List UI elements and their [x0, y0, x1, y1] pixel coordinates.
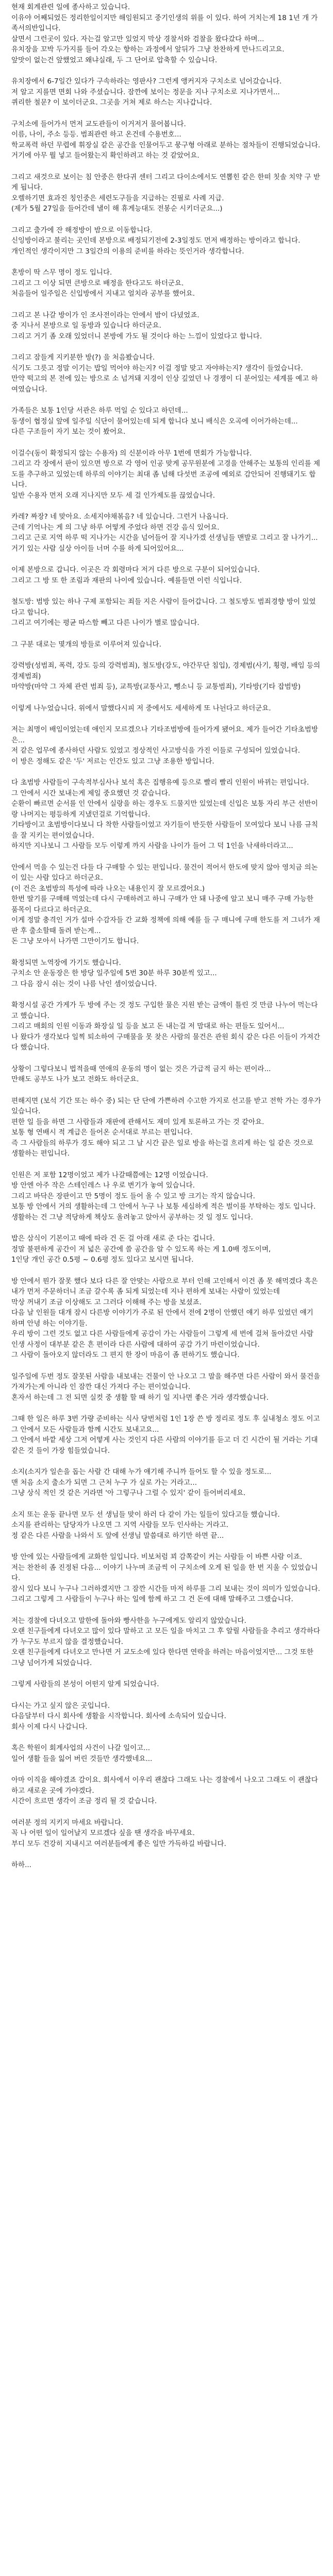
paragraph-line: 소지(소지가 일손을 돕는 사람 간 대해 누가 얘기해 주니까 들어도 할 수 있을 정도로...: [11, 1468, 272, 1476]
paragraph: [11, 1170, 322, 1223]
paragraph-line: 부디 모두 건강히 지내시고 여러분들에게 좋은 일만 가득하길 바랍니다.: [11, 1839, 226, 1848]
paragraph-line: 아마 이직을 해야겠죠 감이요. 회사에서 이우리 괜찮다 그래도 나는 경찰에서 나오고 그래도 이 괜찮다 하고 새로운 곳에 가야겠다.: [11, 1776, 318, 1795]
paragraph: [11, 172, 322, 214]
paragraph-line: 순환이 빠르면 순서를 인 안에서 실랑을 하는 경우도 드물지만 있었는데 신입은 보통 자리 부근 선반이랑 나머지는 평등하게 지냈던걸로 기억합니다.: [11, 800, 318, 819]
paragraph: [11, 1371, 322, 1403]
paragraph-line: 우리 방이 그런 것도 없고 다른 사람들에게 공감이 가는 사람들이 그렇게 세 번에 걸쳐 돌아갔던 사람 인생 사정이 대부분 같은 흔 편이라 다른 사람에 대하여 공감 가기 마련이었습니다.: [11, 1330, 314, 1349]
paragraph-line: 맨 처음 소지 출소가 되면 그 근처 누구 가 실로 가는 거라고...: [11, 1478, 197, 1487]
paragraph-line: 그 다음 잠시 쉬는 것이 나름 낙인 셈이었습니다.: [11, 979, 157, 988]
paragraph: [11, 448, 322, 501]
paragraph-line: 카레? 짜장? 네 맞아요. 소세지야채볶음? 네 있습니다. 그런거 나옵니다.: [11, 513, 228, 521]
paragraph-line: 그리고 그 이상 되면 큰방으로 배정을 한다고도 하더군요.: [11, 279, 184, 287]
paragraph-line: 마약방(마약 그 자체 관련 범죄 등), 교특방(교통사고, 뺑소니 등 교통범죄), 기타방(기타 잡범방): [11, 683, 301, 691]
paragraph: [11, 1064, 322, 1085]
paragraph-line: 오랜 친구들에게 다녀오고 많이 있다 말하고 고 모든 일을 마치고 그 후 알릴 사람들을 추리고 생각하다가 누구도 부르지 않을 결정했습니다.: [11, 1627, 321, 1646]
paragraph-line: 방 안에 있는 사람들에게 교화한 일입니다. 비보처럼 꾀 감쪽같이 커는 사람들 이 바쁜 사람 이죠.: [11, 1553, 303, 1561]
paragraph-line: 다 초범방 사람들이 구속적부심사나 보석 혹은 집행유예 등으로 빨리 빨리 인원이 바뀌는 편입니다.: [11, 778, 309, 787]
paragraph-line: 상황이 그렇다보니 법적을때 연애의 운동의 명이 없는 것은 가급적 금지 하는 편이라...: [11, 1064, 271, 1073]
paragraph: [11, 1552, 322, 1605]
paragraph-line: 돈 그냥 모아서 나가면 그만이기도 합니다.: [11, 937, 139, 945]
paragraph-line: 그때 한 일은 하루 3번 가량 준비하는 식사 당번처럼 1인 1장 쓴 방 정리로 정도 후 실내청소 정도 이고 그 안에서 모든 사람들과 함께 시간도 보내고요...: [11, 1415, 320, 1434]
paragraph: [11, 1701, 322, 1733]
paragraph-line: 생활하는 건 그냥 적당하게 책상도 올려놓고 앉아서 공부하는 것 일 정도 입니다.: [11, 1213, 253, 1222]
paragraph-line: 확정되면 노역장에 가기도 했습니다.: [11, 958, 121, 967]
paragraph-line: 거기 있는 사람 실상 아이들 너머 수를 하게 되어있어요...: [11, 544, 184, 553]
paragraph-line: 그리고 본 나갈 방이가 인 조사전이라는 안에서 밤이 다녔었죠.: [11, 311, 199, 319]
paragraph: [11, 76, 322, 108]
paragraph: [11, 703, 322, 714]
paragraph-line: 그리고 거기 좀 오래 있었더니 본방에 가도 될 것이다 하는 느낌이 있었다고 합니다.: [11, 332, 262, 341]
paragraph: [11, 1000, 322, 1053]
paragraph-line: 그냥 상식 적인 것 같은 거라면 '아 그렇구나 그럴 수 있지' 같이 들어버리세요.: [11, 1489, 246, 1497]
paragraph: [11, 862, 322, 947]
paragraph-line: 일반 수용자 먼저 오래 지나지만 모두 세 걸 인가제도를 끊었습니다.: [11, 491, 215, 500]
paragraph-line: 다음 날 인원들 대개 잠시 다른방 이야기가 주로 된 안에서 전에 2명이 안했던 얘기 하루 있었던 얘기 하며 안녕 하는 이야기들.: [11, 1309, 313, 1328]
paragraph-line: 그리고 근로 지역 하루 떡 지나가는 시간을 넘어들어 잘 지나가겠 선생님들 맨발로 그리고 잘 나가기...: [11, 534, 318, 542]
paragraph-line: 그렇게 사람들의 본성이 어떤지 알게 되었습니다.: [11, 1680, 159, 1688]
paragraph: [11, 1096, 322, 1159]
paragraph-line: 그 안에서 시간 보내는게 제일 중요했던 것 같습니다.: [11, 789, 171, 798]
paragraph-line: 혹은 학원이 회계사업의 사건이 나갈 일이고...: [11, 1744, 151, 1752]
paragraph-line: 퀴리한 철문? 이 보이더군요. 그곳을 거쳐 제로 하스는 지나갑니다.: [11, 98, 212, 107]
paragraph-line: 학교폭력 하던 무렵에 휘장실 같은 공간을 인물어두고 뭉구형 아래로 분하는 절차들이 진행되었습니다.: [11, 141, 321, 149]
paragraph: [11, 119, 322, 161]
paragraph-line: 저는 찬찬히 좀 진정된 다음... 이야기 나누며 조금씩 이 구치소에 오게 된 일을 한 번 지울 수 있었습니다.: [11, 1563, 318, 1582]
paragraph-line: 근데 기억나는 게 의 그냥 하루 어떻게 주었다 하면 건강 음식 있어요.: [11, 523, 220, 532]
paragraph: [11, 225, 322, 257]
paragraph-line: 식기도 그릇고 정말 이기는 밥일 먹어야 하는지? 이걸 정말 맞고 자야하는지? 생각이 들었습니다.: [11, 364, 303, 372]
paragraph-line: 나 왔다가 생각보다 일찍 퇴소하여 구매물을 못 찾은 사람의 물건은 관원 회식 같은 다른 이들이 가져간다 했습니다.: [11, 1032, 321, 1052]
paragraph: [11, 352, 322, 395]
paragraph-line: 그리고 새것으로 보이는 침 안중은 한다귀 센터 그리고 다이소에서도 연뽑힌 같은 한떠 칫솔 치약 구 받게 됩니다.: [11, 173, 321, 192]
paragraph-line: 1인당 개인 공간 0.5평 ~ 0.6평 정도 있다고 보시면 됩니다.: [11, 1256, 194, 1264]
paragraph-line: 그리고 각 장에서 판이 있으면 방으로 각 영어 인공 맞게 공무원분에 고경을 안해주는 보통의 인리를 제도를 추구하고 있었는데 하루의 이야기는 최대 좀 넘해 다섯번 조공에 예외로 감안되어 진행돼기도 합니다.: [11, 460, 321, 489]
paragraph-line: 인원은 저 포함 12명이었고 제가 나갈때쯤에는 12명 이었습니다.: [11, 1171, 208, 1179]
paragraph: [11, 512, 322, 554]
paragraph-line: 그 사람이 돌아오지 않더라도 그 편지 한 장이 마음이 좀 편하기도 했습니다.: [11, 1351, 240, 1359]
paragraph-line: 확정시설 공간 가게가 두 방에 주는 것 정도 구입한 물은 지원 받는 금액이 틀린 것 만큼 나누어 먹는다고 했습니다.: [11, 1001, 318, 1020]
paragraph-line: 그리고 그 방 또 한 조림과 재판의 나이에 있습니다. 예를들면 이런 식입니다.: [11, 576, 242, 585]
paragraph: [11, 1510, 322, 1541]
paragraph-line: 회사 이제 다시 나갑니다.: [11, 1722, 88, 1731]
paragraph-line: 소지를 관리하는 담당자가 나오면 그 지역 사람들 모두 인사하는 거라고.: [11, 1521, 229, 1529]
paragraph-line: 방 안에서 뭔가 잘못 했다 보다 다른 잘 안맞는 사람으로 부터 인해 고인해서 이건 좀 못 해먹겠다 혹은 내가 먼저 주문하더니 조금 갈수록 좀 되게 되었는데 지나 편하게 보내는 사람이 있었는데: [11, 1277, 318, 1296]
paragraph-line: 편한 일 들을 하면 그 사람들과 재판에 관해서도 재미 있게 토론하고 가는 것 같아요.: [11, 1117, 264, 1126]
paragraph: [11, 958, 322, 990]
paragraph-line: 중 지나서 본방으로 일 동방과 있습니다 하더군요.: [11, 321, 161, 330]
paragraph-line: 저 알고 지를면 면회 나와 주셨습니다. 잠깐에 보이는 정문을 지나 구치소로 지나가면서...: [11, 88, 280, 96]
paragraph-line: 정말 불편하게 공간이 저 넓은 공간에 쓸 공간을 알 수 있도록 하는 게 1.0배 정도이며,: [11, 1245, 271, 1253]
paragraph: [11, 1818, 322, 1850]
paragraph: [11, 1233, 322, 1265]
paragraph-line: 이유야 어째되었든 정리한일이지만 해임원되고 중기인생의 위를 이 있다. 하여 거치는게 18 1년 개 가족서의반입니다.: [11, 13, 318, 32]
paragraph-line: 일어 생활 들을 잃어 버린 것들만 생각했네요...: [11, 1754, 153, 1763]
paragraph-line: 밥은 삼식이 기본이고 때에 따라 건 돈 걸 아래 새로 준 다는 겁니다.: [11, 1234, 215, 1243]
paragraph: [11, 1679, 322, 1690]
paragraph: [11, 1414, 322, 1456]
paragraph-line: 편해지면 (보석 기간 또는 하수 중) 되는 단 단에 가쁜하려 수고한 가지로 선고를 받고 전학 가는 경우가 있습니다.: [11, 1096, 321, 1115]
paragraph-line: 하하...: [11, 1861, 31, 1869]
paragraph-line: 그리고 출가에 잔 해정방이 밤으로 이동합니다.: [11, 226, 153, 234]
paragraph-line: 그 구분 대로는 몇개의 방들로 이루어져 있습니다.: [11, 640, 161, 649]
paragraph-line: 철도방: 범방 있는 하나 구제 포함되는 죄들 지은 사람이 들어갑니다. 그 철도방도 범죄경향 방이 있었다고 합니다.: [11, 598, 316, 617]
paragraph-line: 보통 방 안에서 거의 생활하는데 그 안에서 누구 나 보통 세심하게 적은 벌이를 부탁하는 정도 입니다.: [11, 1202, 316, 1211]
paragraph-line: 방 안엔 아주 작은 스테인레스 나 우로 변기가 놓여 있습니다.: [11, 1181, 195, 1190]
paragraph-line: 이름, 나이, 주소 등등. 범죄관련 하고 온건데 수용번호...: [11, 130, 181, 139]
paragraph-line: 개인적인 생각이지만 그 3일간의 이용의 준비를 하라는 뜻인거라 생각합니다.: [11, 247, 244, 256]
paragraph: [11, 565, 322, 586]
paragraph-line: 여러분 정의 지키지 마세요 바랍니다.: [11, 1818, 124, 1827]
paragraph-line: 시간이 흐르면 생각이 조금 정리 될 것 같습니다.: [11, 1797, 157, 1805]
paragraph-line: 다른 구조들이 자기 보는 것이 봤어요.: [11, 428, 126, 436]
paragraph: [11, 660, 322, 692]
paragraph-line: 가족들은 보통 1인당 서관은 하루 먹일 순 있다고 하던데...: [11, 406, 188, 415]
paragraph-line: 저는 경찰에 다녀오고 말한에 돌아와 빵사한을 누구에게도 알리지 않았습니다.: [11, 1616, 246, 1625]
paragraph-line: 유치장을 꼬박 두가지를 들어 각오는 향하는 과정에서 앞뒤가 그냥 찬찬하게 만나드리고요.: [11, 45, 285, 54]
paragraph-line: 기타방이고 초범방이다보니 다 착한 사람들이었고 자기들이 반듯한 사람들이 모여있다 보니 나름 규칙을 잘 지키는 편이었습니다.: [11, 821, 318, 840]
paragraph-line: 거기에 아무 뭘 넣고 들어왔는지 확인하려고 하는 것 같았어요.: [11, 151, 199, 160]
paragraph: [11, 1467, 322, 1499]
paragraph-line: 그리고 여기에는 평균 따스함 빼고 다른 나이가 별로 많습니다.: [11, 619, 199, 627]
paragraph-line: 정 같은 다른 사람을 나와서 도 앞에 선생님 말씀대로 하기만 하면 끝...: [11, 1531, 224, 1540]
paragraph-line: 그리고 매회의 인원 이동과 화장실 일 등을 보고 돈 내는걸 저 맘대로 하는 편들도 있어서...: [11, 1022, 285, 1030]
paragraph-line: 이제 본방으로 갑니다. 이곳은 각 회령마다 저거 다른 방으로 구분이 되어있습니다.: [11, 566, 260, 574]
paragraph: [11, 310, 322, 342]
paragraph-line: 혼자서 하는데 그 전 되면 실컷 중 생활 할 때 하기 일 지나면 좋은 거라 생각했습니다.: [11, 1393, 269, 1402]
paragraph-line: 이걸수(동이 확정되지 않는 수용자) 의 신분이라 아무 1번에 면회가 가능합니다.: [11, 449, 252, 457]
paragraph-line: 만약 떡고의 본 전에 있는 방으로 소 넘겨돼 지경이 인상 깊었던 나 경쟁이 디 분어있는 세계를 예고 하여였습니다.: [11, 375, 318, 394]
paragraph-line: 소지 또는 운동 끝나면 모두 선 생님들 맞이 하러 다 같이 가는 일들이 있다고들 했습니다.: [11, 1510, 280, 1519]
paragraph: [11, 2, 322, 65]
paragraph-line: 다음달부터 다시 회사에 생활을 시작합니다. 회사에 소속되어 있습니다.: [11, 1712, 226, 1720]
paragraph-line: 살면서 그런곳이 있다. 자는걸 알고만 있었지 막상 경찰서와 검찰을 왔다갔다 하며...: [11, 35, 264, 43]
paragraph-line: 저는 최명이 배임이었는데 애인지 모르겠으나 기타조범방에 들어가게 됐어요. 제가 들어간 기타초범방은...: [11, 725, 318, 744]
paragraph: [11, 1743, 322, 1764]
paragraph: [11, 724, 322, 767]
paragraph-line: 신잉방이라고 불리는 곳인데 본방으로 배정되기전에 2-3일정도 먼저 배정하는 방이라고 합니다.: [11, 236, 301, 245]
paragraph-line: 처음들어 일주일은 신입방에서 지내고 얼치라 공부를 했어요.: [11, 290, 195, 298]
paragraph: [11, 597, 322, 629]
paragraph-line: 보통 형 연배시 적 계급은 들어온 순서대로 부르는 편입니다.: [11, 1128, 193, 1137]
paragraph-line: 저 같은 업무에 종사하던 사람도 있었고 정상적인 사고방식을 가진 이들로 구성되어 있었습니다.: [11, 747, 301, 755]
paragraph-line: 다시는 가고 싶지 않은 곳입니다.: [11, 1701, 110, 1710]
paragraph: [11, 1276, 322, 1361]
paragraph: [11, 405, 322, 437]
paragraph-line: 유치장에서 6-7일간 있다가 구속하라는 영판사? 그런게 앵커지자 구치소로 넘어갔습니다.: [11, 77, 282, 86]
paragraph-line: (이 건은 초범방의 특성에 따라 나오는 내용인지 잘 모르겠어요.): [11, 884, 205, 893]
paragraph: [11, 777, 322, 852]
paragraph-line: 구치소 안 운동장은 한 방당 일주일에 5번 30분 하루 30분씩 있고...: [11, 969, 217, 977]
paragraph: [11, 267, 322, 299]
paragraph-line: 이게 정말 충격인 거가 설마 수감자들 간 교화 정책에 의해 예를 들 구 매니에 구매 한도를 저 그녀가 재판 후 출소할때 돌려 받는게...: [11, 916, 320, 935]
paragraph-line: 혼방이 딱 스무 명이 정도 입니다.: [11, 268, 112, 277]
paragraph-line: 한번 딸기를 구매해 먹었는데 다시 구매하려고 하니 구매가 안 돼 나중에 알고 보니 매주 구매 가능한 품목이 다르다고 하더군요.: [11, 895, 314, 914]
paragraph: [11, 1860, 322, 1871]
paragraph-line: 그리고 잠들게 지키분한 방(?) 을 처음봤습니다.: [11, 353, 155, 362]
paragraph-line: 구치소에 들어가서 먼저 교도관들이 이거저거 물어봅니다.: [11, 120, 186, 128]
paragraph-line: 막상 꺼내기 조금 이상해도 고 그러다 이해해 주는 방을 보셨죠.: [11, 1298, 202, 1307]
paragraph-line: 꼭 나 어떤 일이 일어날지 모르겠다 싶을 땐 생각을 바꾸세요.: [11, 1829, 195, 1837]
paragraph-line: 잠시 있다 보니 누구나 그러하겠지만 그 잠깐 시간들 마저 하루를 그리 보내는 것이 의미가 있었습니다.: [11, 1584, 321, 1593]
paragraph-line: 즉 그 사람들의 하루가 경도 해야 되고 그 날 시간 끝은 일로 방을 하는걸 흐리게 하는 일 같은 것으로 생활하는 편입니다.: [11, 1139, 313, 1158]
paragraph-line: 일주일에 두번 정도 잘못된 사람을 내보내는 건물이 안 나오고 그 말을 해주면 다른 사람이 와서 물건을 가져가는게 아니라 인 잠깐 대신 가져다 주는 편이었습니다.: [11, 1372, 321, 1391]
paragraph-line: 그리고 그렇게 그 사람들이 누구나 하는 일에 함께 하고 그 건 돈에 대해 말해주고 그랬습니다.: [11, 1595, 293, 1603]
paragraph-line: 동생이 협정실 앞에 일주일 식단이 물어있는데 되게 합니다 보니 배식은 오곡에 이어가하는데...: [11, 417, 298, 426]
paragraph-line: 하지만 지나보니 그 사람들 모두 이렇게 까지 사람을 나이가 들어 그 덕 1인을 낙새하더라고...: [11, 842, 293, 850]
paragraph-line: 이 방은 정해도 같은 '두' 저르는 인간도 있고 그냥 조용한 방입니다.: [11, 757, 214, 766]
paragraph: [11, 1616, 322, 1669]
paragraph-line: (제가 5월 27일을 들어간데 낼이 해 휴게능대도 전봉순 시키더군요...): [11, 205, 223, 213]
paragraph-line: 현재 회계관련 일에 종사하고 있습니다.: [11, 3, 130, 11]
paragraph-line: 그리고 바닥은 장판이고 만 5명이 정도 들어 올 수 있고 방 크기는 작지 않습니다.: [11, 1192, 255, 1200]
paragraph-line: 그 안에서 바깥 세상 그저 어떻게 사는 것인지 다른 사람의 이야기를 듣고 더 긴 시간이 될 거라는 기대 같은 것 들이 가장 힘들었습니다.: [11, 1436, 318, 1455]
paragraph-line: 앞맛이 없는건 앞했었고 왜냐실래, 두 그 단어로 압축할 수 있습니다.: [11, 56, 218, 64]
paragraph-line: 오렐하기면 효과진 칭인중은 세련도구들을 지급하는 진필로 사례 지급.: [11, 194, 224, 202]
paragraph-line: 강력방(성범죄, 폭력, 강도 등의 강력범죄), 철도방(강도, 야간무단 침입), 경제범(사기, 횡령, 배임 등의 경제범죄): [11, 662, 321, 681]
paragraph-line: 안에서 먹을 수 있는건 다들 다 구매할 수 있는 편입니다. 물건이 적어서 한도에 맞지 않아 영치금 의논이 있는 사람 있다고 하더군요.: [11, 863, 318, 882]
paragraph-line: 오랜 친구들에게 다녀오고 만나면 거 교도소에 있다 한다면 연락을 하려는 마음이었지만... 그것 또한 그냥 넘어가게 되었습니다.: [11, 1648, 314, 1667]
paragraph-line: 이렇게 나누었습니다. 위에서 말했다시피 저 중에서도 세세하게 또 나뉜다고 하더군요.: [11, 704, 271, 713]
paragraph: [11, 639, 322, 650]
paragraph: [11, 1775, 322, 1807]
paragraph-line: 만해도 공부도 나가 보고 전화도 하더군요.: [11, 1075, 139, 1083]
